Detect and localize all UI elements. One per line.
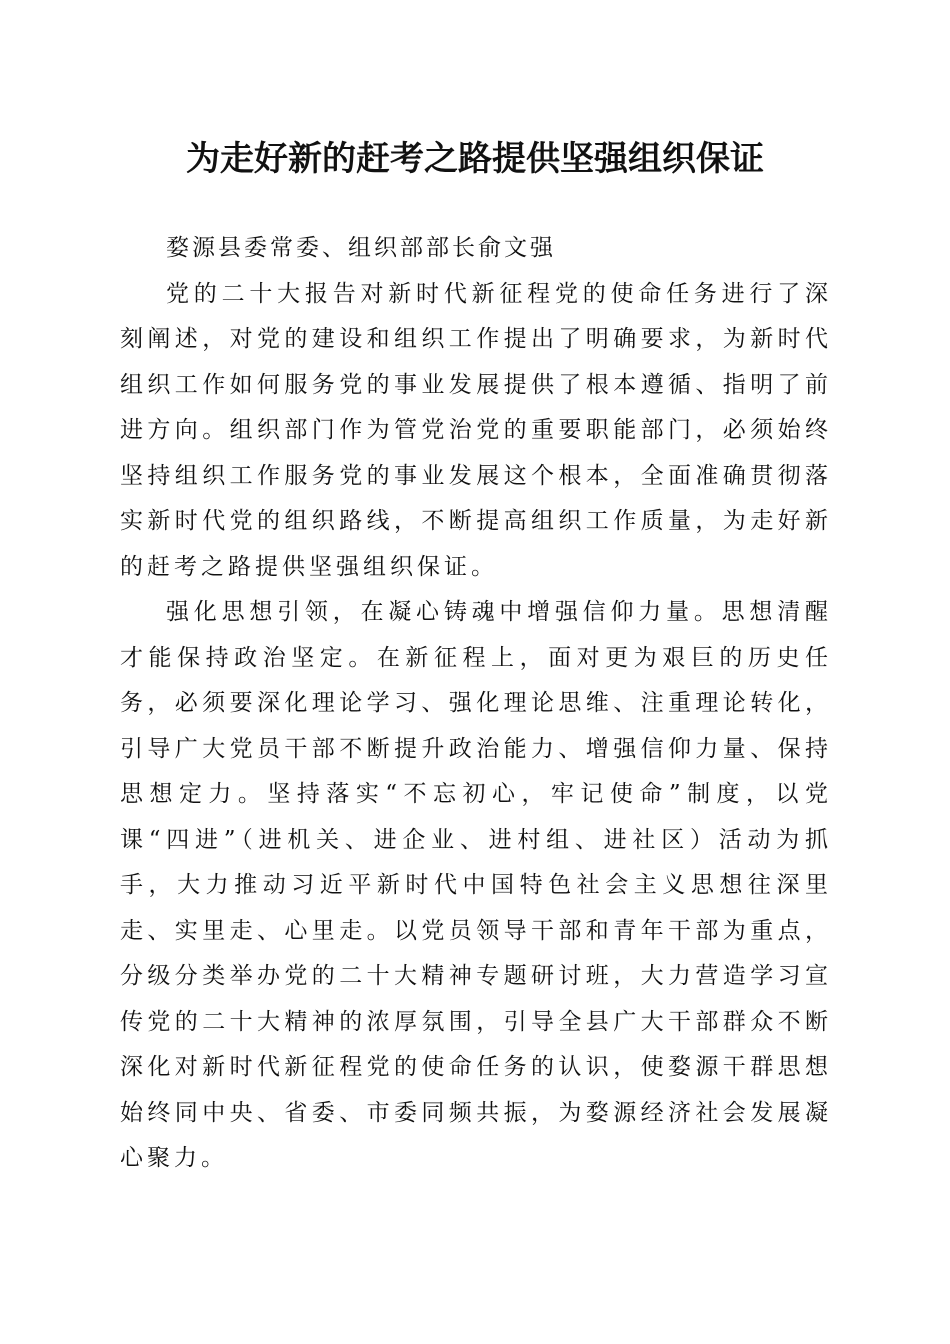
document-body [120, 226, 832, 1182]
document-title: 为走好新的赶考之路提供坚强组织保证 [186, 139, 764, 179]
paragraph-intro: 党的二十大报告对新时代新征程党的使命任务进行了深刻阐述，对党的建设和组织工作提出了明确要求，为新时代组织工作如何服务党的事业发展提供了根本遵循、指明了前进方向。组织部门作为管党治党的重要职能部门，必须始终坚持组织工作服务党的事业发展这个根本，全面准确贯彻落实新时代党的组织路线，不断提高组织工作质量，为走好新的赶考之路提供坚强组织保证。 [120, 280, 832, 580]
paragraph-ideological-guidance: 强化思想引领，在凝心铸魂中增强信仰力量。思想清醒才能保持政治坚定。在新征程上，面对更为艰巨的历史任务，必须要深化理论学习、强化理论思维、注重理论转化，引导广大党员干部不断提升政治能力、增强信仰力量、保持思想定力。坚持落实“不忘初心，牢记使命”制度，以党课“四进”（进机关、进企业、进村组、进社区）活动为抓手，大力推动习近平新时代中国特色社会主义思想往深里走、实里走、心里走。以党员领导干部和青年干部为重点，分级分类举办党的二十大精神专题研讨班，大力营造学习宣传党的二十大精神的浓厚氛围，引导全县广大干部群众不断深化对新时代新征程党的使命任务的认识，使婺源干群思想始终同中央、省委、市委同频共振，为婺源经济社会发展凝心聚力。 [120, 599, 832, 1171]
author-byline: 婺源县委常委、组织部部长俞文强 [166, 235, 556, 261]
